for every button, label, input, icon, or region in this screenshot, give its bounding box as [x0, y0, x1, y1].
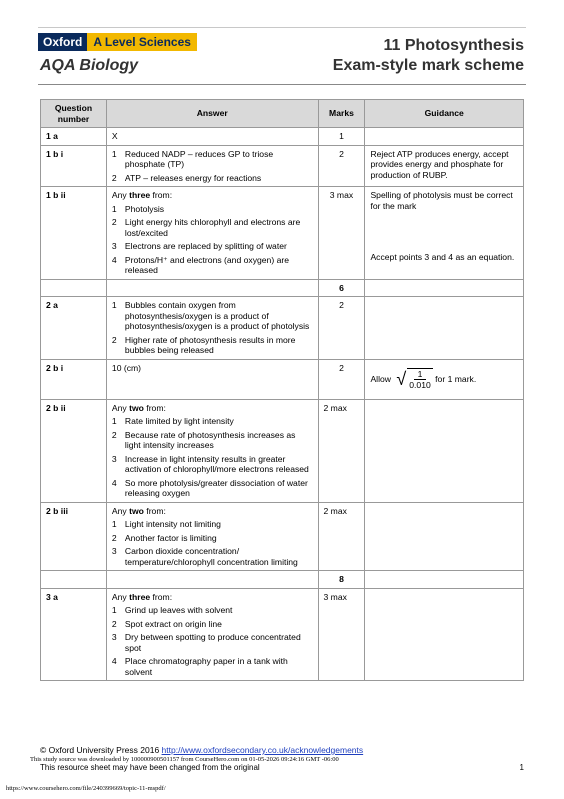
source-url: https://www.coursehero.com/file/24039966​9/topic-11-mspdf/ [6, 785, 166, 792]
list-item: 3 Increase in light intensity results in greater activation of chlorophyll/more electrons released [111, 453, 309, 474]
acknowledgements-link[interactable]: http://www.oxfordsecondary.co.uk/acknowledgements [161, 745, 364, 755]
guidance-cell [365, 399, 524, 502]
fraction-numerator: 1 [414, 369, 427, 381]
table-row [41, 399, 524, 502]
guidance-cell: Reject ATP produces energy, accept provides energy and phosphate for production of RUBP. [365, 145, 524, 187]
question-number: 2 a [41, 297, 107, 360]
list-item: 3 Electrons are replaced by splitting of water [111, 241, 287, 251]
list-item: 2 Higher rate of photosynthesis results in more bubbles being released [111, 334, 296, 355]
header-question: Question number [41, 100, 107, 128]
answer-cell: X [106, 128, 318, 146]
guidance-text: Allow [370, 373, 391, 384]
list-item: 2 Light energy hits chlorophyll and electrons are lost/excited [111, 217, 301, 238]
list-item: 4 Place chromatography paper in a tank with solvent [111, 656, 288, 677]
list-item: 1 Photolysis [111, 203, 165, 214]
table-row [41, 588, 524, 681]
guidance-cell [365, 502, 524, 571]
answer-intro: Any two from: [111, 505, 166, 516]
total-row [41, 279, 524, 297]
document-type: Exam-style mark scheme [332, 57, 524, 74]
download-note: This study source was downloaded by 100000900501157 from CourseHero.com on 01-05-2026 09:24:16 GMT -06:00 [30, 756, 339, 763]
guidance-cell [365, 588, 524, 681]
guidance-cell [365, 359, 524, 399]
header-guidance: Guidance [365, 100, 524, 128]
marks-cell: 2 max [318, 399, 365, 502]
list-item: 2 Another factor is limiting [111, 532, 217, 543]
guidance-cell [365, 128, 524, 146]
answer-intro: Any three from: [111, 190, 173, 200]
marks-cell: 2 [318, 359, 365, 399]
sqrt-icon: √ [396, 369, 407, 389]
guidance-text: Spelling of photolysis must be correct for the mark [370, 190, 513, 211]
answer-cell: 10 (cm) [106, 359, 318, 399]
list-item: 2 Spot extract on origin line [111, 618, 222, 629]
question-number: 2 b ii [41, 399, 107, 502]
list-item: 4 So more photolysis/greater dissociation of water releasing oxygen [111, 477, 308, 498]
table-row [41, 297, 524, 360]
brand-logo [38, 33, 197, 51]
list-item: 4 Protons/H⁺ and electrons (and oxygen) are released [111, 254, 290, 275]
total-marks: 8 [318, 571, 365, 589]
answer-cell [106, 399, 318, 502]
answer-cell [106, 588, 318, 681]
answer-intro: Any two from: [111, 402, 166, 413]
list-item: 1 Grind up leaves with solvent [111, 605, 233, 615]
question-number: 3 a [41, 588, 107, 681]
list-item: 1 Rate limited by light intensity [111, 416, 234, 426]
subject-title: AQA Biology [40, 57, 139, 74]
list-item: 3 Carbon dioxide concentration/ temperature/chlorophyll concentration limiting [111, 546, 298, 567]
total-marks: 6 [318, 279, 365, 297]
changed-note: This resource sheet may have been changed from the original [40, 763, 260, 772]
fraction-denominator: 0.010 [409, 380, 431, 390]
marks-cell: 2 [318, 297, 365, 360]
list-item: 2 Because rate of photosynthesis increases as light intensity increases [111, 429, 296, 450]
top-rule [38, 27, 526, 28]
mark-scheme-table [40, 99, 524, 681]
answer-intro: Any three from: [111, 591, 173, 602]
guidance-text: for 1 mark. [435, 373, 477, 384]
guidance-cell [365, 297, 524, 360]
answer-cell [106, 502, 318, 571]
marks-cell: 1 [318, 128, 365, 146]
table-row [41, 128, 524, 146]
marks-cell: 2 [318, 145, 365, 187]
list-item: 1 Bubbles contain oxygen from photosynthesis/oxygen is a product of photosynthesis/oxygen is a product of photolysis [111, 300, 310, 331]
copyright-line [40, 745, 363, 755]
answer-cell [106, 145, 318, 187]
question-number: 2 b i [41, 359, 107, 399]
table-row [41, 359, 524, 399]
chapter-title: 11 Photosynthesis [383, 37, 524, 54]
marks-cell: 2 max [318, 502, 365, 571]
square-root-fraction [393, 368, 432, 391]
header-marks: Marks [318, 100, 365, 128]
table-header-row [41, 100, 524, 128]
page-number: 1 [519, 763, 524, 772]
header-answer: Answer [106, 100, 318, 128]
header-rule [38, 84, 526, 85]
answer-cell [106, 187, 318, 280]
list-item: 1 Reduced NADP – reduces GP to triose phosphate (TP) [111, 148, 274, 169]
list-item: 3 Dry between spotting to produce concentrated spot [111, 632, 301, 653]
brand-oxford: Oxford [38, 33, 87, 51]
marks-cell: 3 max [318, 187, 365, 280]
question-number: 1 a [41, 128, 107, 146]
copyright-text: © Oxford University Press 2016 [40, 745, 160, 755]
table-row [41, 502, 524, 571]
guidance-text: Accept points 3 and 4 as an equation. [370, 252, 515, 262]
question-number: 1 b ii [41, 187, 107, 280]
question-number: 2 b iii [41, 502, 107, 571]
total-row [41, 571, 524, 589]
marks-cell: 3 max [318, 588, 365, 681]
list-item: 1 Light intensity not limiting [111, 519, 221, 529]
answer-cell [106, 297, 318, 360]
table-row [41, 187, 524, 280]
guidance-cell [365, 187, 524, 280]
list-item: 2 ATP – releases energy for reactions [111, 172, 262, 183]
brand-sciences: A Level Sciences [87, 33, 197, 51]
question-number: 1 b i [41, 145, 107, 187]
table-row [41, 145, 524, 187]
